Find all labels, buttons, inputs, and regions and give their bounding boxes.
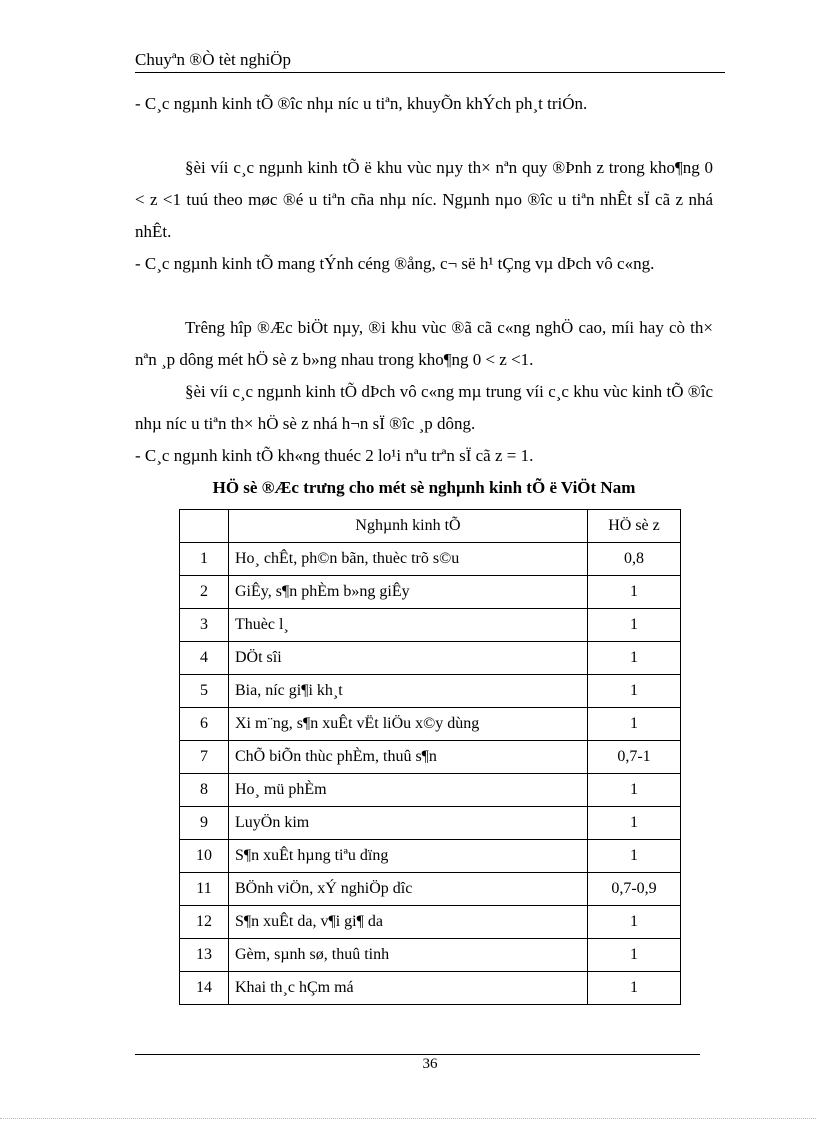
table-header-row — [180, 510, 681, 543]
page-boundary — [0, 1118, 816, 1119]
table-row — [180, 774, 681, 807]
table-row — [180, 675, 681, 708]
header-coefficient: HÖ sè z — [588, 510, 681, 543]
paragraph-1: - C¸c ngµnh kinh tÕ ®îc nhµ níc u tiªn, khuyÕn khÝch ph¸t triÓn. — [135, 94, 588, 113]
row-industry: Gèm, sµnh sø, thuû tinh — [229, 939, 588, 972]
row-index: 14 — [180, 972, 229, 1005]
row-industry: Bia, níc gi¶i kh¸t — [229, 675, 588, 708]
table-row — [180, 708, 681, 741]
row-industry: Ho¸ mü phÈm — [229, 774, 588, 807]
row-industry: DÖt sîi — [229, 642, 588, 675]
table-row — [180, 543, 681, 576]
table-row — [180, 873, 681, 906]
row-index: 2 — [180, 576, 229, 609]
table-row — [180, 576, 681, 609]
row-index: 4 — [180, 642, 229, 675]
row-index: 3 — [180, 609, 229, 642]
page-number: 36 — [422, 1056, 438, 1072]
footer-divider — [135, 1054, 700, 1055]
row-coefficient: 0,7-1 — [588, 741, 681, 774]
table-caption: HÖ sè ®Æc trưng cho mét sè nghµnh kinh tÕ ë ViÖt Nam — [212, 478, 636, 497]
row-coefficient: 1 — [588, 609, 681, 642]
industry-coefficient-table — [179, 509, 681, 1005]
running-header: Chuyªn ®Ò tèt nghiÖp — [135, 50, 725, 73]
row-index: 6 — [180, 708, 229, 741]
row-index: 10 — [180, 840, 229, 873]
row-coefficient: 1 — [588, 939, 681, 972]
row-industry: S¶n xuÊt da, v¶i gi¶ da — [229, 906, 588, 939]
table-row — [180, 807, 681, 840]
paragraph-2: §èi víi c¸c ngµnh kinh tÕ ë khu vùc nµy th× nªn quy ®Þnh z trong kho¶ng 0 < z <1 tuú theo møc ®é u tiªn cña nhµ níc. Ngµnh nµo ®îc u tiªn nhÊt sÏ cã z nhá nhÊt. — [135, 158, 713, 241]
header-index — [180, 510, 229, 543]
row-coefficient: 1 — [588, 708, 681, 741]
row-index: 9 — [180, 807, 229, 840]
row-industry: Ho¸ chÊt, ph©n bãn, thuèc trõ s©u — [229, 543, 588, 576]
row-index: 13 — [180, 939, 229, 972]
paragraph-3: - C¸c ngµnh kinh tÕ mang tÝnh céng ®ång, c¬ së h¹ tÇng vµ dÞch vô c«ng. — [135, 254, 655, 273]
row-coefficient: 0,8 — [588, 543, 681, 576]
row-industry: GiÊy, s¶n phÈm b»ng giÊy — [229, 576, 588, 609]
row-industry: S¶n xuÊt hµng tiªu dïng — [229, 840, 588, 873]
row-coefficient: 1 — [588, 774, 681, 807]
row-coefficient: 1 — [588, 972, 681, 1005]
row-coefficient: 1 — [588, 576, 681, 609]
row-industry: ChÕ biÕn thùc phÈm, thuû s¶n — [229, 741, 588, 774]
row-index: 7 — [180, 741, 229, 774]
row-industry: Khai th¸c hÇm má — [229, 972, 588, 1005]
paragraph-4: Trêng hîp ®Æc biÖt nµy, ®i khu vùc ®ã cã c«ng nghÖ cao, míi hay cò th× nªn ¸p dông mét hÖ sè z b»ng nhau trong kho¶ng 0 < z <1. — [135, 318, 713, 369]
row-industry: LuyÖn kim — [229, 807, 588, 840]
table-row — [180, 609, 681, 642]
row-coefficient: 1 — [588, 807, 681, 840]
row-index: 8 — [180, 774, 229, 807]
row-coefficient: 1 — [588, 906, 681, 939]
table-row — [180, 972, 681, 1005]
paragraph-5: §èi víi c¸c ngµnh kinh tÕ dÞch vô c«ng mµ trung víi c¸c khu vùc kinh tÕ ®îc nhµ níc u tiªn th× hÖ sè z nhá h¬n sÏ ®îc ¸p dông. — [135, 382, 713, 433]
table-row — [180, 741, 681, 774]
row-index: 12 — [180, 906, 229, 939]
row-index: 11 — [180, 873, 229, 906]
row-industry: Thuèc l¸ — [229, 609, 588, 642]
row-industry: BÖnh viÖn, xÝ nghiÖp dîc — [229, 873, 588, 906]
row-coefficient: 0,7-0,9 — [588, 873, 681, 906]
row-index: 1 — [180, 543, 229, 576]
row-coefficient: 1 — [588, 675, 681, 708]
row-index: 5 — [180, 675, 229, 708]
row-industry: Xi m¨ng, s¶n xuÊt vËt liÖu x©y dùng — [229, 708, 588, 741]
header-industry: Nghµnh kinh tÕ — [229, 510, 588, 543]
table-row — [180, 642, 681, 675]
table-row — [180, 906, 681, 939]
row-coefficient: 1 — [588, 840, 681, 873]
row-coefficient: 1 — [588, 642, 681, 675]
table-row — [180, 939, 681, 972]
table-row — [180, 840, 681, 873]
paragraph-6: - C¸c ngµnh kinh tÕ kh«ng thuéc 2 lo¹i nªu trªn sÏ cã z = 1. — [135, 446, 534, 465]
